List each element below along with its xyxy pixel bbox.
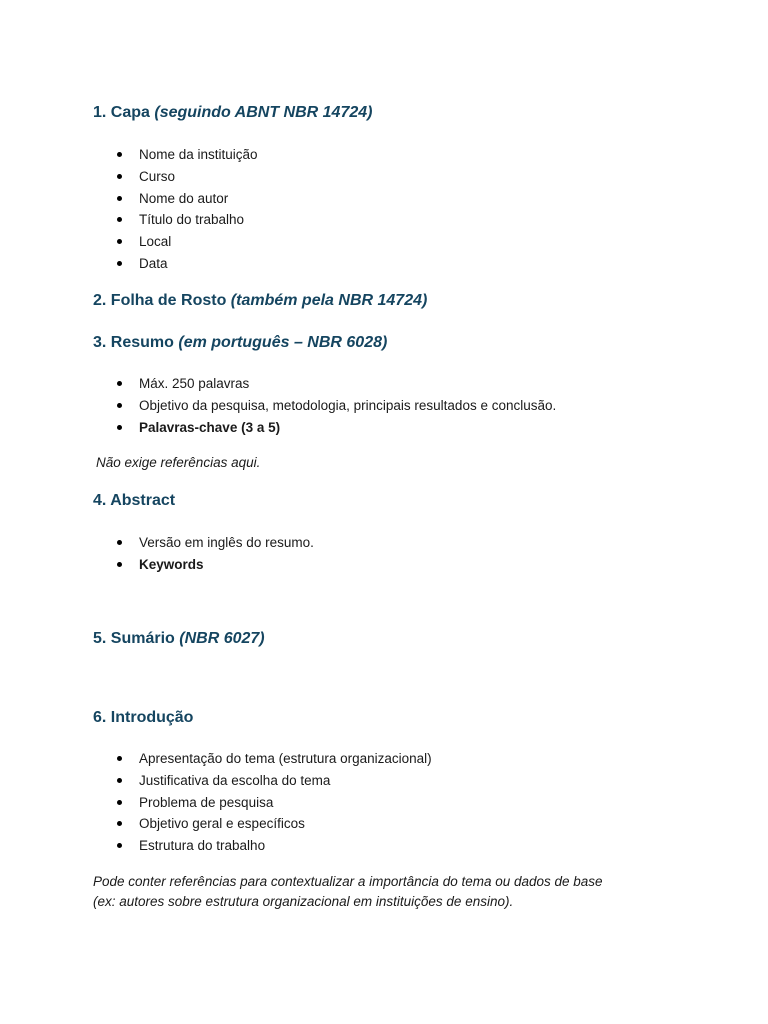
list-item: Data — [93, 253, 258, 275]
section-heading-abstract — [93, 492, 175, 510]
list-item: Máx. 250 palavras — [93, 373, 556, 395]
introducao-note-line-1: Pode conter referências para contextualizar a importância do tema ou dados de base — [93, 874, 603, 889]
section-subtitle: (em português – NBR 6028) — [178, 334, 388, 351]
list-item: Problema de pesquisa — [93, 792, 432, 814]
list-item: Objetivo da pesquisa, metodologia, principais resultados e conclusão. — [93, 395, 556, 417]
section-title: 3. Resumo — [93, 334, 174, 351]
section-title: 2. Folha de Rosto — [93, 292, 227, 309]
list-item: Local — [93, 231, 258, 253]
section-title: 4. Abstract — [93, 492, 176, 509]
list-item: Nome da instituição — [93, 144, 258, 166]
section-subtitle: (NBR 6027) — [179, 630, 265, 647]
section-title: 6. Introdução — [93, 709, 194, 726]
section-heading-folha-de-rosto — [93, 292, 427, 310]
section-heading-resumo — [93, 334, 387, 352]
list-item: Versão em inglês do resumo. — [93, 532, 314, 554]
section-heading-sumario — [93, 630, 265, 648]
list-item: Curso — [93, 166, 258, 188]
introducao-list — [93, 748, 432, 857]
list-item: Justificativa da escolha do tema — [93, 770, 432, 792]
section-subtitle: (seguindo ABNT NBR 14724) — [154, 104, 373, 121]
section-title: 1. Capa — [93, 104, 150, 121]
abstract-list — [93, 532, 314, 576]
list-item: Objetivo geral e específicos — [93, 813, 432, 835]
introducao-note-line-2: (ex: autores sobre estrutura organizacional em instituições de ensino). — [93, 894, 514, 909]
list-item: Nome do autor — [93, 188, 258, 210]
list-item: Título do trabalho — [93, 209, 258, 231]
resumo-list — [93, 373, 556, 438]
list-item: Estrutura do trabalho — [93, 835, 432, 857]
section-subtitle: (também pela NBR 14724) — [230, 292, 428, 309]
capa-list — [93, 144, 258, 275]
resumo-note: Não exige referências aqui. — [96, 455, 261, 470]
list-item: Keywords — [93, 554, 314, 576]
section-title: 5. Sumário — [93, 630, 175, 647]
section-heading-capa — [93, 104, 372, 122]
section-heading-introducao — [93, 709, 193, 727]
list-item: Palavras-chave (3 a 5) — [93, 417, 556, 439]
list-item: Apresentação do tema (estrutura organizacional) — [93, 748, 432, 770]
